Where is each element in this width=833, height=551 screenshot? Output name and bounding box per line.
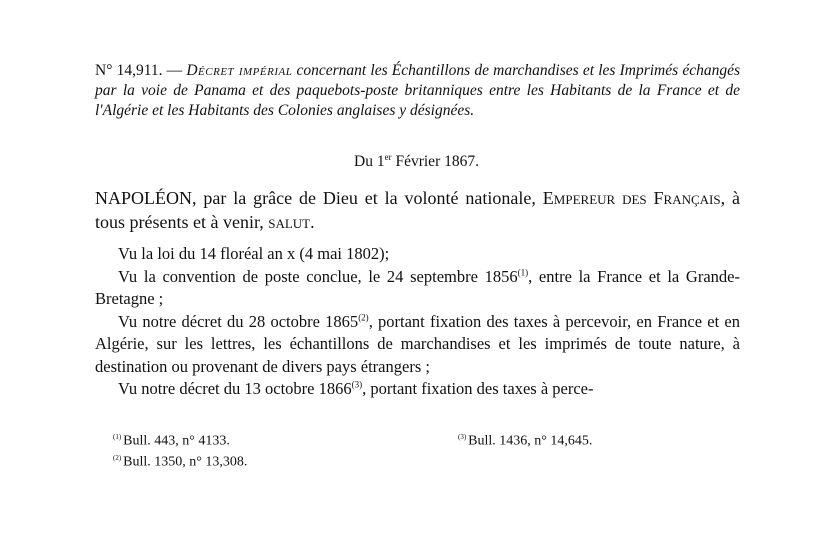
footnote-ref: (2)	[358, 312, 369, 322]
decree-type: Décret impérial	[186, 62, 293, 79]
footnote-text: Bull. 443, n° 4133.	[123, 433, 230, 449]
paragraph-text: , entre la France et la Grande-Bretagne ;	[95, 266, 740, 308]
footnote-ref: (1)	[517, 267, 529, 277]
paragraph-text: , portant fixation des taxes à percevoir, en France et en Algérie, sur les lettres, les échantillons de marchandises et les imprimés de toute nature, à destination ou provenant de divers pays étrangers ;	[95, 311, 741, 376]
footnote-text: Bull. 1350, n° 13,308.	[123, 454, 248, 470]
preamble-part1: NAPOLÉON, par la grâce de Dieu et la volonté nationale,	[95, 188, 543, 208]
footnote-text: Bull. 1436, n° 14,645.	[468, 433, 593, 449]
footnote-mark: (2)	[113, 453, 122, 462]
footnotes-left-column	[113, 429, 247, 470]
paragraph-text: Vu notre décret du 13 octobre 1866	[118, 379, 352, 398]
footnote-mark: (1)	[113, 433, 122, 441]
consideration-paragraph	[95, 378, 740, 401]
footnote	[113, 450, 247, 471]
decree-number: N° 14,911. —	[95, 62, 183, 79]
decree-date	[0, 152, 833, 171]
salut: salut.	[268, 212, 315, 232]
consideration-paragraph	[95, 266, 740, 311]
preamble	[95, 186, 740, 234]
footnote	[113, 429, 247, 450]
preamble-part2: , à tous présents et à venir,	[95, 188, 741, 232]
paragraph-text: Vu la loi du 14 floréal an x (4 mai 1802);	[118, 244, 390, 263]
footnotes-right-column	[458, 429, 592, 450]
date-prefix: Du 1	[354, 153, 385, 171]
considerations	[95, 243, 740, 401]
consideration-paragraph	[95, 311, 740, 379]
paragraph-text: Vu notre décret du 28 octobre 1865	[118, 311, 359, 331]
paragraph-text: , portant fixation des taxes à perce-	[362, 379, 594, 398]
decree-subject: concernant les Échantillons de marchandises et les Imprimés échangés par la voie de Panama et des paquebots-poste britanniques entre les Habitants de la France et de l'Algérie et les Habitants des Colonies anglaises y désignées.	[95, 62, 741, 119]
footnote	[458, 429, 592, 450]
paragraph-text: Vu la convention de poste conclue, le 24 septembre 1856	[118, 266, 518, 286]
date-ordinal: er	[384, 152, 392, 162]
date-rest: Février 1867.	[395, 153, 479, 171]
consideration-paragraph	[95, 243, 740, 266]
footnote-ref: (3)	[351, 379, 363, 390]
footnote-mark: (3)	[458, 433, 467, 441]
decree-heading	[95, 61, 740, 121]
emperor-title: Empereur des Français	[542, 188, 721, 208]
